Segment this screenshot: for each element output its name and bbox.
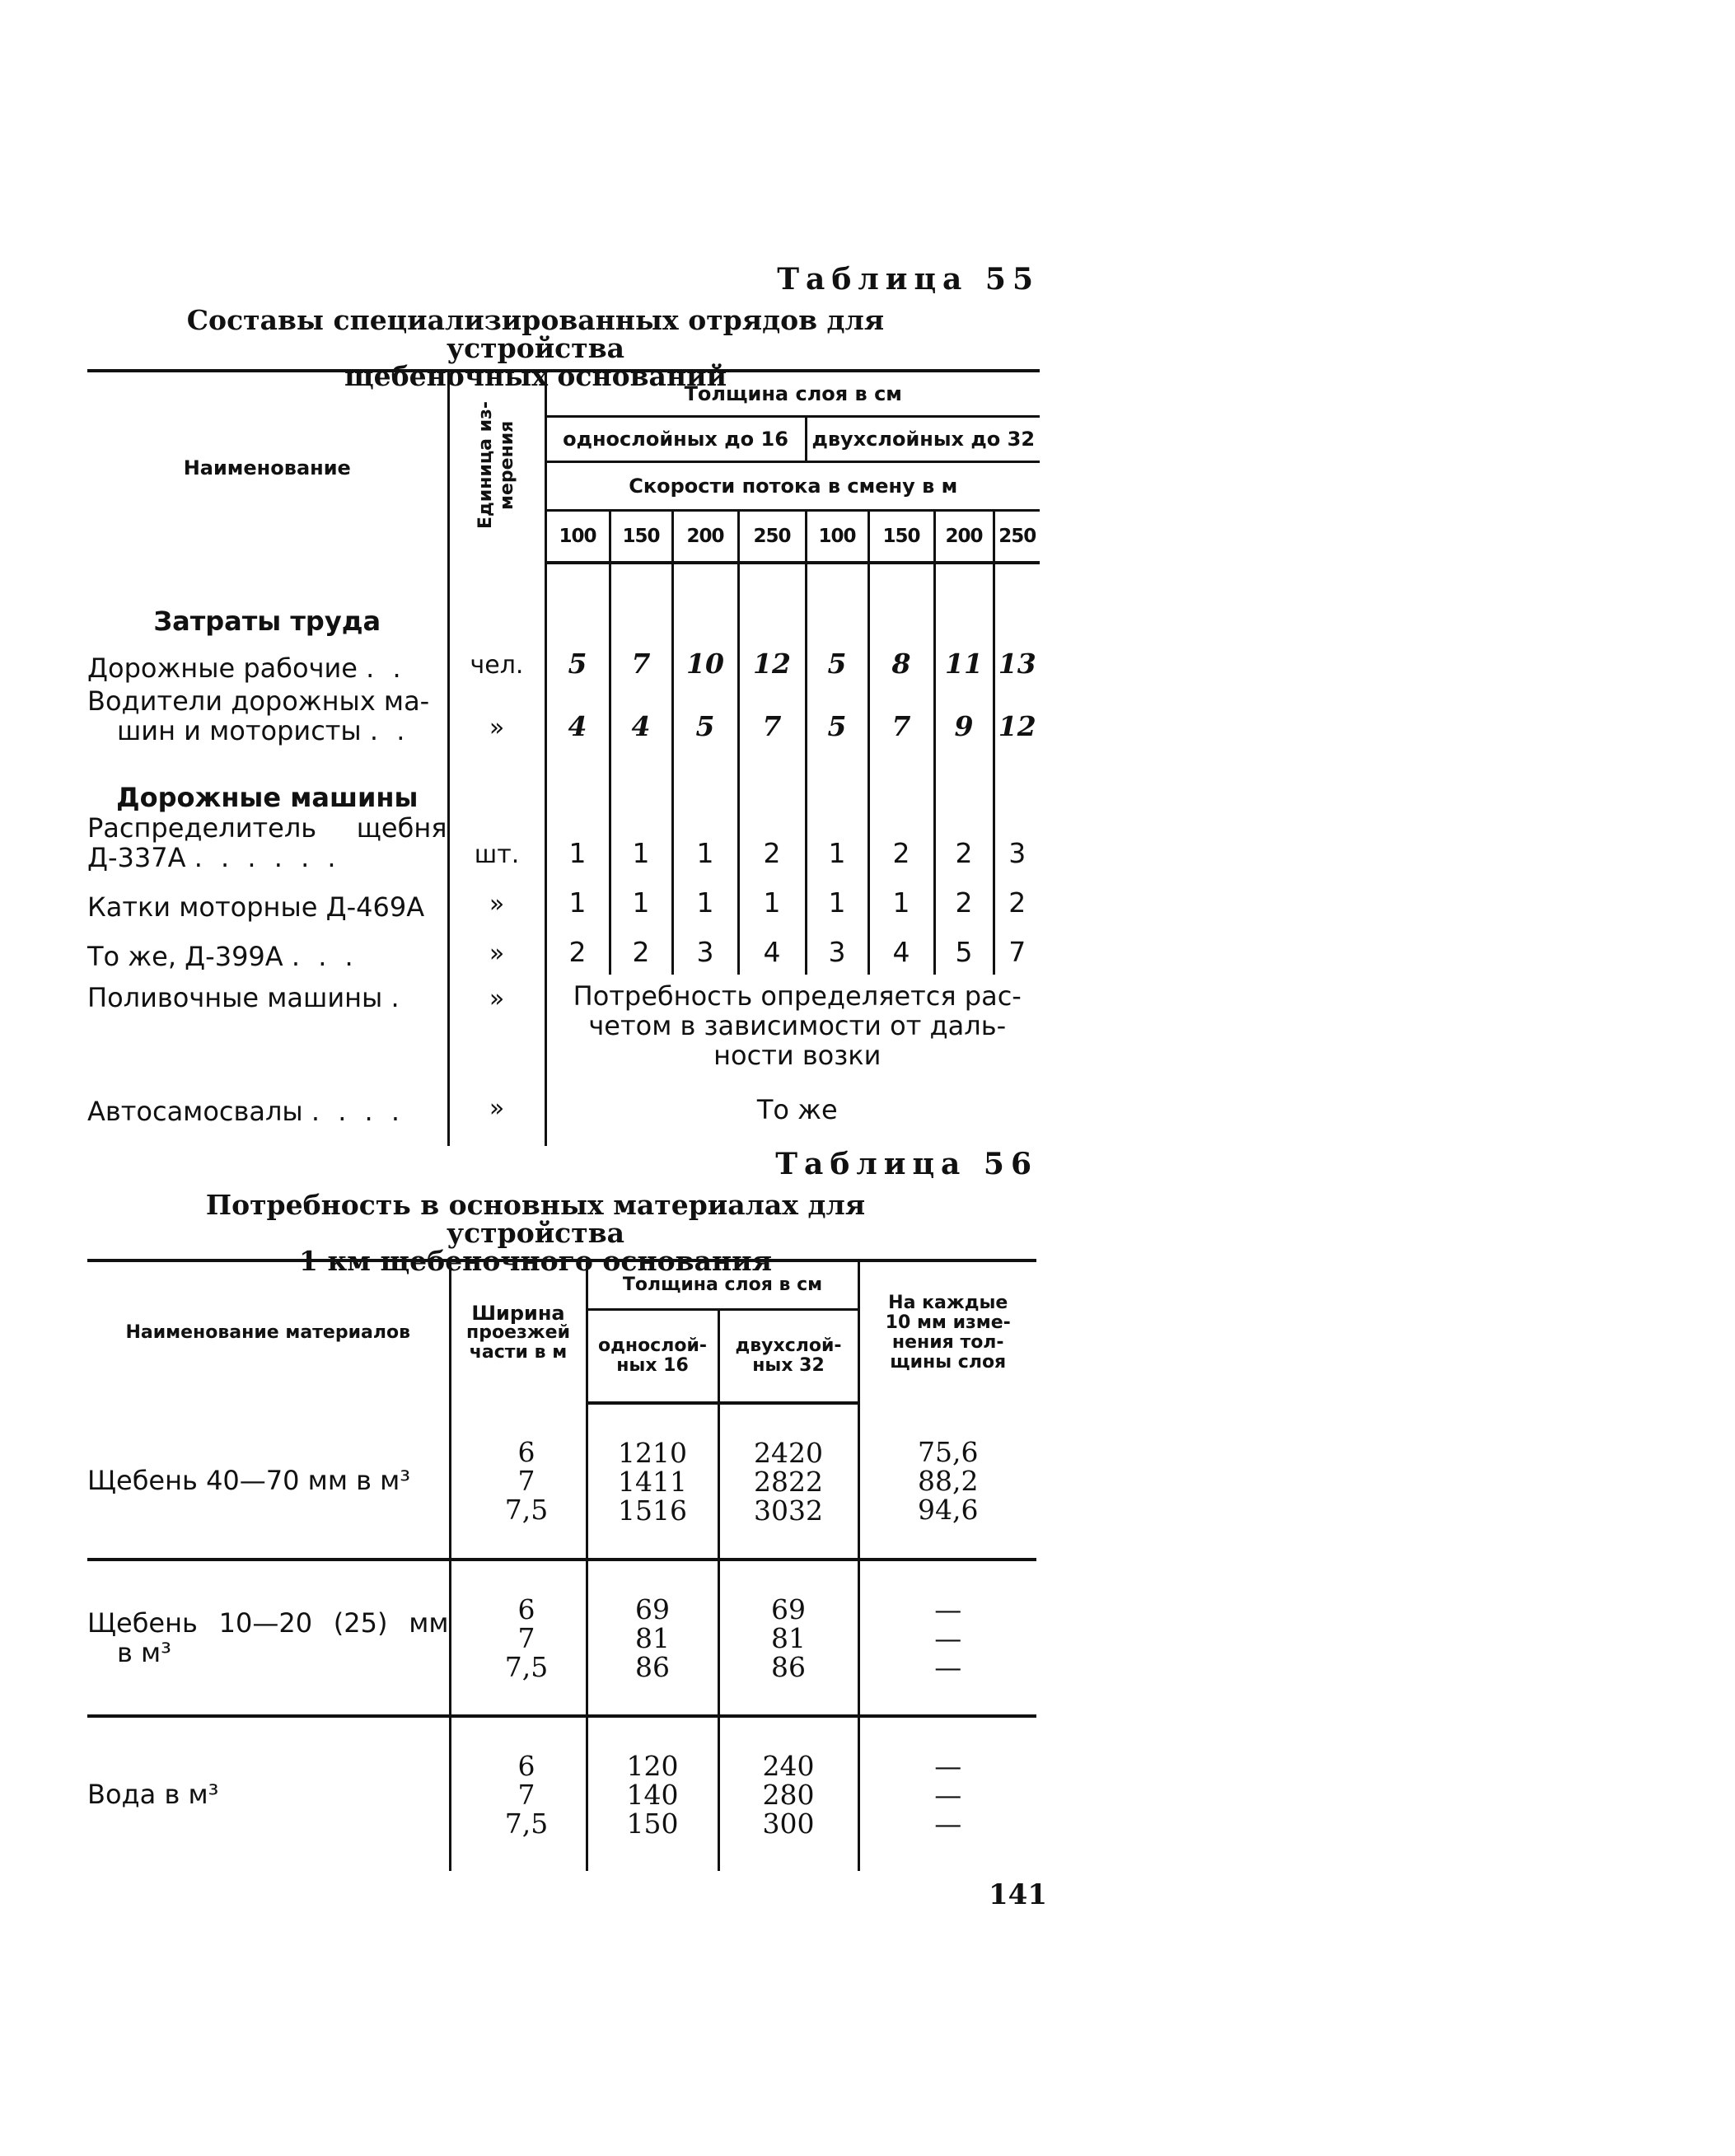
row-name: Катки моторные Д-469А bbox=[87, 891, 425, 923]
table-row bbox=[87, 1075, 1040, 1146]
cell-value: 2 bbox=[934, 813, 994, 876]
double-values: 2420 2822 3032 bbox=[718, 1403, 858, 1560]
row-unit: » bbox=[448, 876, 545, 925]
width-values: 6 7 7,5 bbox=[450, 1403, 587, 1560]
cell-value: 5 bbox=[545, 637, 610, 686]
double-values: 69 81 86 bbox=[718, 1560, 858, 1716]
page-number: 141 bbox=[989, 1878, 1047, 1911]
cell-value: 2 bbox=[994, 876, 1040, 925]
cell-value: 12 bbox=[994, 686, 1040, 749]
table-row bbox=[87, 1403, 1036, 1560]
cell-value: 9 bbox=[934, 686, 994, 749]
row-unit: » bbox=[448, 975, 545, 1075]
width-values: 6 7 7,5 bbox=[450, 1716, 587, 1871]
cell-value: 7 bbox=[610, 637, 672, 686]
table56-title-line2: 1 км щебеночного основания bbox=[299, 1245, 772, 1277]
row-name: Дорожные рабочие . . bbox=[87, 652, 406, 684]
table-row bbox=[87, 975, 1040, 1075]
material-name: Щебень 40—70 мм в м³ bbox=[87, 1403, 450, 1560]
table-row bbox=[87, 1560, 1036, 1716]
col-header-width: Ширина проезжей части в м bbox=[450, 1260, 587, 1403]
col-header-material: Наименование материалов bbox=[87, 1260, 450, 1403]
cell-value: 1 bbox=[672, 876, 738, 925]
cell-value: 4 bbox=[738, 925, 806, 975]
table-row bbox=[87, 813, 1040, 876]
cell-value: 1 bbox=[672, 813, 738, 876]
row-unit: шт. bbox=[448, 813, 545, 876]
speed-header: 200 bbox=[672, 511, 738, 564]
table-row bbox=[87, 925, 1040, 975]
table56-title-line1: Потребность в основных материалах для устройства bbox=[205, 1189, 866, 1249]
col-header-per10: На каждые 10 мм изме- нения тол- щины слоя bbox=[858, 1260, 1036, 1403]
single-values: 1210 1411 1516 bbox=[587, 1403, 718, 1560]
speed-header: 150 bbox=[868, 511, 934, 564]
speed-header: 250 bbox=[994, 511, 1040, 564]
row-unit: » bbox=[448, 925, 545, 975]
row-note: То же bbox=[545, 1075, 1040, 1146]
cell-value: 12 bbox=[738, 637, 806, 686]
cell-value: 1 bbox=[545, 876, 610, 925]
cell-value: 7 bbox=[738, 686, 806, 749]
cell-value: 2 bbox=[738, 813, 806, 876]
cell-value: 1 bbox=[738, 876, 806, 925]
section-machines: Дорожные машины bbox=[116, 782, 419, 813]
row-unit: » bbox=[448, 1075, 545, 1146]
table56-label: Таблица 56 bbox=[775, 1147, 1038, 1181]
cell-value: 8 bbox=[868, 637, 934, 686]
row-name: Поливочные машины . bbox=[87, 982, 405, 1013]
speed-header: 100 bbox=[545, 511, 610, 564]
cell-value: 5 bbox=[934, 925, 994, 975]
col-header-thickness: Толщина слоя в см bbox=[545, 371, 1040, 417]
row-unit: чел. bbox=[448, 637, 545, 686]
cell-value: 13 bbox=[994, 637, 1040, 686]
cell-value: 1 bbox=[545, 813, 610, 876]
col-header-unit: Единица из-мерения bbox=[448, 371, 545, 563]
cell-value: 3 bbox=[672, 925, 738, 975]
row-name: Водители дорожных ма- шин и мотористы . . bbox=[87, 685, 430, 746]
width-values: 6 7 7,5 bbox=[450, 1560, 587, 1716]
cell-value: 1 bbox=[806, 876, 868, 925]
col-header-double: двухслой- ных 32 bbox=[718, 1310, 858, 1404]
cell-value: 1 bbox=[806, 813, 868, 876]
table55-title-line1: Составы специализированных отрядов для устройства bbox=[186, 304, 885, 364]
cell-value: 4 bbox=[545, 686, 610, 749]
table-row bbox=[87, 876, 1040, 925]
cell-value: 3 bbox=[806, 925, 868, 975]
row-unit: » bbox=[448, 686, 545, 749]
col-header-speed: Скорости потока в смену в м bbox=[545, 462, 1040, 511]
row-note: Потребность определяется рас-четом в зависимости от даль-ности возки bbox=[545, 975, 1040, 1075]
row-name: То же, Д-399А . . . bbox=[87, 941, 358, 972]
speed-header: 200 bbox=[934, 511, 994, 564]
col-header-name: Наименование bbox=[87, 371, 448, 563]
section-labor: Затраты труда bbox=[153, 606, 381, 637]
single-values: 69 81 86 bbox=[587, 1560, 718, 1716]
table-56 bbox=[87, 1259, 1036, 1871]
material-name: Щебень 10—20 (25) мм в м³ bbox=[87, 1560, 450, 1716]
cell-value: 4 bbox=[868, 925, 934, 975]
cell-value: 1 bbox=[610, 876, 672, 925]
double-values: 240 280 300 bbox=[718, 1716, 858, 1871]
table55-title-line2: щебеночных оснований bbox=[344, 360, 727, 392]
table-row bbox=[87, 1716, 1036, 1871]
cell-value: 5 bbox=[806, 686, 868, 749]
cell-value: 2 bbox=[934, 876, 994, 925]
cell-value: 2 bbox=[868, 813, 934, 876]
table-row bbox=[87, 686, 1040, 749]
col-header-thickness: Толщина слоя в см bbox=[587, 1260, 858, 1310]
row-name: Распределитель щебня Д-337А . . . . . . bbox=[87, 812, 447, 873]
per10-values: — — — bbox=[858, 1716, 1036, 1871]
single-values: 120 140 150 bbox=[587, 1716, 718, 1871]
speed-header: 150 bbox=[610, 511, 672, 564]
per10-values: 75,6 88,2 94,6 bbox=[858, 1403, 1036, 1560]
col-header-double: двухслойных до 32 bbox=[806, 417, 1040, 462]
table55-label: Таблица 55 bbox=[777, 262, 1040, 297]
cell-value: 2 bbox=[610, 925, 672, 975]
cell-value: 3 bbox=[994, 813, 1040, 876]
cell-value: 7 bbox=[994, 925, 1040, 975]
cell-value: 2 bbox=[545, 925, 610, 975]
table-55 bbox=[87, 369, 1040, 1146]
cell-value: 11 bbox=[934, 637, 994, 686]
col-header-single: однослой- ных 16 bbox=[587, 1310, 718, 1404]
cell-value: 1 bbox=[610, 813, 672, 876]
cell-value: 7 bbox=[868, 686, 934, 749]
cell-value: 10 bbox=[672, 637, 738, 686]
speed-header: 100 bbox=[806, 511, 868, 564]
cell-value: 5 bbox=[672, 686, 738, 749]
cell-value: 1 bbox=[868, 876, 934, 925]
material-name: Вода в м³ bbox=[87, 1779, 219, 1810]
speed-header: 250 bbox=[738, 511, 806, 564]
row-name: Автосамосвалы . . . . bbox=[87, 1096, 405, 1127]
col-header-single: однослойных до 16 bbox=[545, 417, 806, 462]
per10-values: — — — bbox=[858, 1560, 1036, 1716]
cell-value: 5 bbox=[806, 637, 868, 686]
cell-value: 4 bbox=[610, 686, 672, 749]
table-row bbox=[87, 637, 1040, 686]
